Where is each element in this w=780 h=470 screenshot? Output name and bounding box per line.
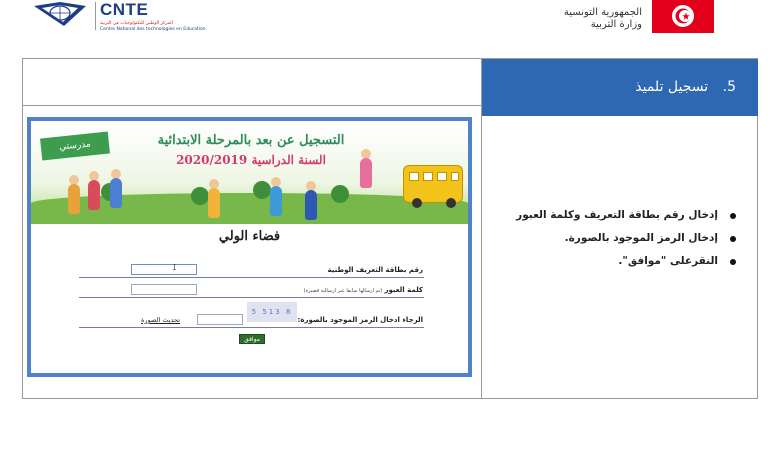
form-separator bbox=[79, 277, 424, 278]
school-banner bbox=[31, 121, 468, 224]
form-separator bbox=[79, 297, 424, 298]
child-icon bbox=[110, 178, 122, 208]
header-divider bbox=[95, 2, 96, 30]
table-row-divider bbox=[23, 105, 481, 106]
ministry-name: وزارة التربية bbox=[590, 19, 642, 30]
child-icon bbox=[360, 158, 372, 188]
banner-title: التسجيل عن بعد بالمرحلة الابتدائية bbox=[157, 133, 345, 148]
steps-list bbox=[482, 209, 758, 278]
brand-subtitle-ar: المركز الوطني للتكنولوجيات في التربية bbox=[100, 21, 173, 26]
password-hint: (تم ارسالها سابقا عبر ارسالية قصيرة) bbox=[303, 288, 383, 294]
list-item: إدخال الرمز الموجود بالصورة. bbox=[482, 232, 758, 245]
section-header bbox=[482, 59, 758, 116]
refresh-captcha-link[interactable]: تحديث الصورة bbox=[141, 316, 180, 324]
bus-wheel bbox=[446, 198, 456, 208]
ok-button[interactable]: موافق bbox=[239, 334, 265, 344]
child-icon bbox=[68, 184, 80, 214]
password-label bbox=[304, 286, 423, 294]
brand-name: CNTE bbox=[100, 0, 149, 19]
school-bus-icon bbox=[403, 165, 463, 203]
section-title bbox=[635, 79, 736, 95]
captcha-label-text: الرجاء ادخال الرمز الموجود بالصورة: bbox=[297, 316, 423, 324]
globe-wing-logo-icon bbox=[30, 0, 90, 30]
brand-subtitle-fr: Centre National des technologies en Education bbox=[100, 27, 206, 32]
tree-icon bbox=[331, 185, 349, 203]
flag-disc bbox=[672, 5, 694, 27]
login-screenshot bbox=[27, 117, 472, 377]
child-icon bbox=[88, 180, 100, 210]
child-icon bbox=[270, 186, 282, 216]
password-input[interactable] bbox=[131, 284, 197, 295]
list-item: النقرعلى "موافق". bbox=[482, 255, 758, 268]
republic-heading bbox=[564, 7, 642, 31]
child-icon bbox=[305, 190, 317, 220]
madrasati-sign: مدرستي bbox=[40, 132, 110, 161]
captcha-input[interactable] bbox=[197, 314, 243, 325]
banner-year: السنة الدراسية 2020/2019 bbox=[176, 153, 326, 167]
captcha-image: 5 513 8 bbox=[247, 302, 297, 322]
tree-icon bbox=[253, 181, 271, 199]
password-label-text: كلمة العبور bbox=[384, 286, 423, 294]
bus-window bbox=[423, 172, 433, 181]
bus-wheel bbox=[412, 198, 422, 208]
tunisia-flag-icon bbox=[652, 0, 714, 33]
text-cursor-icon: I bbox=[172, 263, 177, 272]
id-label-text: رقم بطاقة التعريف الوطنية bbox=[327, 266, 423, 274]
section-number: 5. bbox=[722, 79, 736, 95]
tree-icon bbox=[191, 187, 209, 205]
parent-space-title: فضاء الولي bbox=[218, 229, 281, 244]
republic-name: الجمهورية التونسية bbox=[563, 7, 642, 18]
form-separator bbox=[79, 327, 424, 328]
login-screenshot-content bbox=[31, 121, 468, 373]
id-label bbox=[328, 266, 423, 274]
child-icon bbox=[208, 188, 220, 218]
bus-window bbox=[451, 172, 459, 181]
id-input[interactable] bbox=[131, 264, 197, 275]
bus-window bbox=[409, 172, 419, 181]
captcha-label bbox=[298, 316, 423, 324]
bus-window bbox=[437, 172, 447, 181]
section-title-text: تسجيل تلميذ bbox=[635, 79, 709, 95]
list-item: إدخال رقم بطاقة التعريف وكلمة العبور bbox=[482, 209, 758, 222]
